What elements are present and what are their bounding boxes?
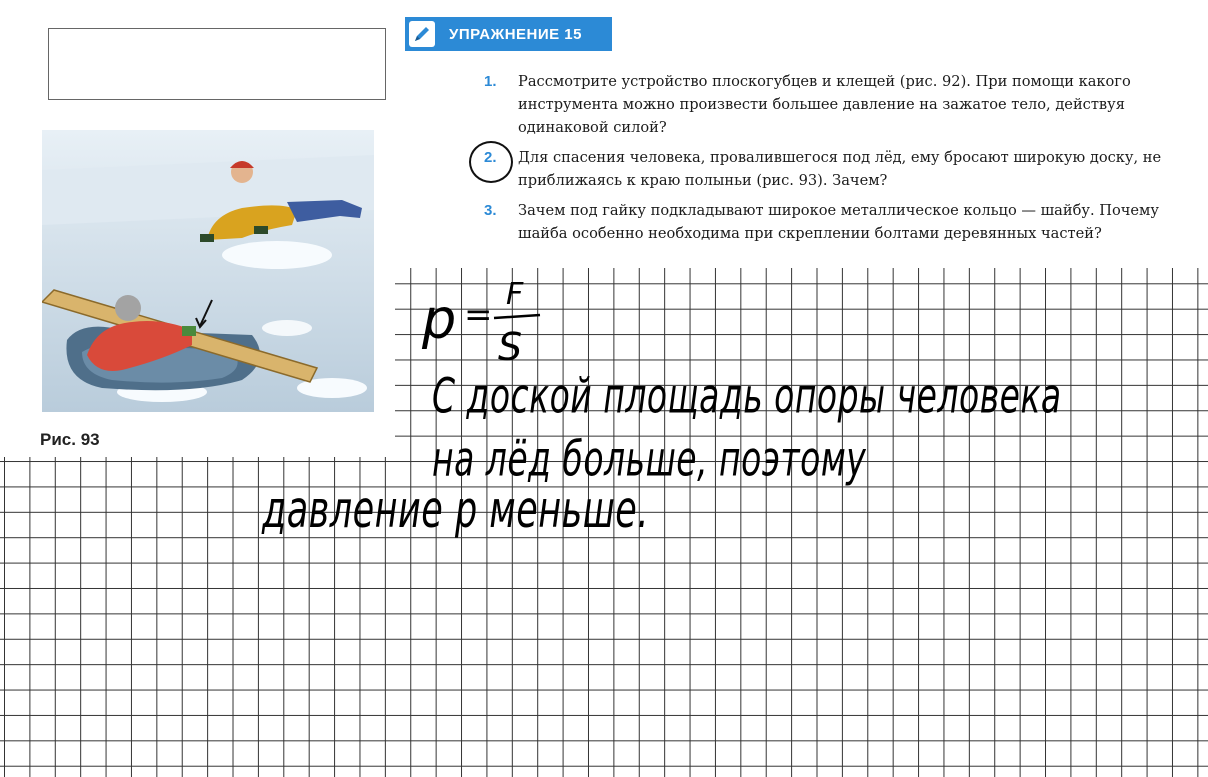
pencil-icon [409,21,435,47]
fraction-bar [494,315,540,318]
empty-frame [48,28,386,100]
task-item [484,199,1174,245]
formula-denominator: S [498,325,523,368]
task-item [484,146,1174,192]
task-text: Для спасения человека, провалившегося под лёд, ему бросают широкую доску, не приближаясь к краю полыньи (рис. 93). Зачем? [518,149,1162,189]
handwritten-answer-line: на лёд больше, поэтому [432,430,867,487]
ice-rescue-illustration [42,130,374,412]
handwritten-circle-mark [469,141,513,183]
task-number: 2. [484,149,497,166]
handwritten-answer-line: С доской площадь опоры человека [432,367,1062,424]
task-text: Рассмотрите устройство плоскогубцев и клещей (рис. 92). При помощи какого инструмента можно произвести большее давление на зажатое тело, действуя одинаковой силой? [518,73,1131,136]
task-text: Зачем под гайку подкладывают широкое металлическое кольцо — шайбу. Почему шайба особенно необходима при скреплении болтами деревянных частей? [518,202,1159,242]
handwritten-formula [420,268,550,368]
formula-equals: = [464,295,493,335]
handwritten-answer-line: давление p меньше. [262,482,649,540]
exercise-header [405,17,612,51]
exercise-title: УПРАЖНЕНИЕ 15 [449,25,582,43]
task-number: 1. [484,73,497,90]
task-number: 3. [484,202,497,219]
formula-numerator: F [506,277,524,312]
task-item [484,70,1174,139]
formula-lhs: p [422,288,457,351]
figure-caption: Рис. 93 [40,430,100,449]
